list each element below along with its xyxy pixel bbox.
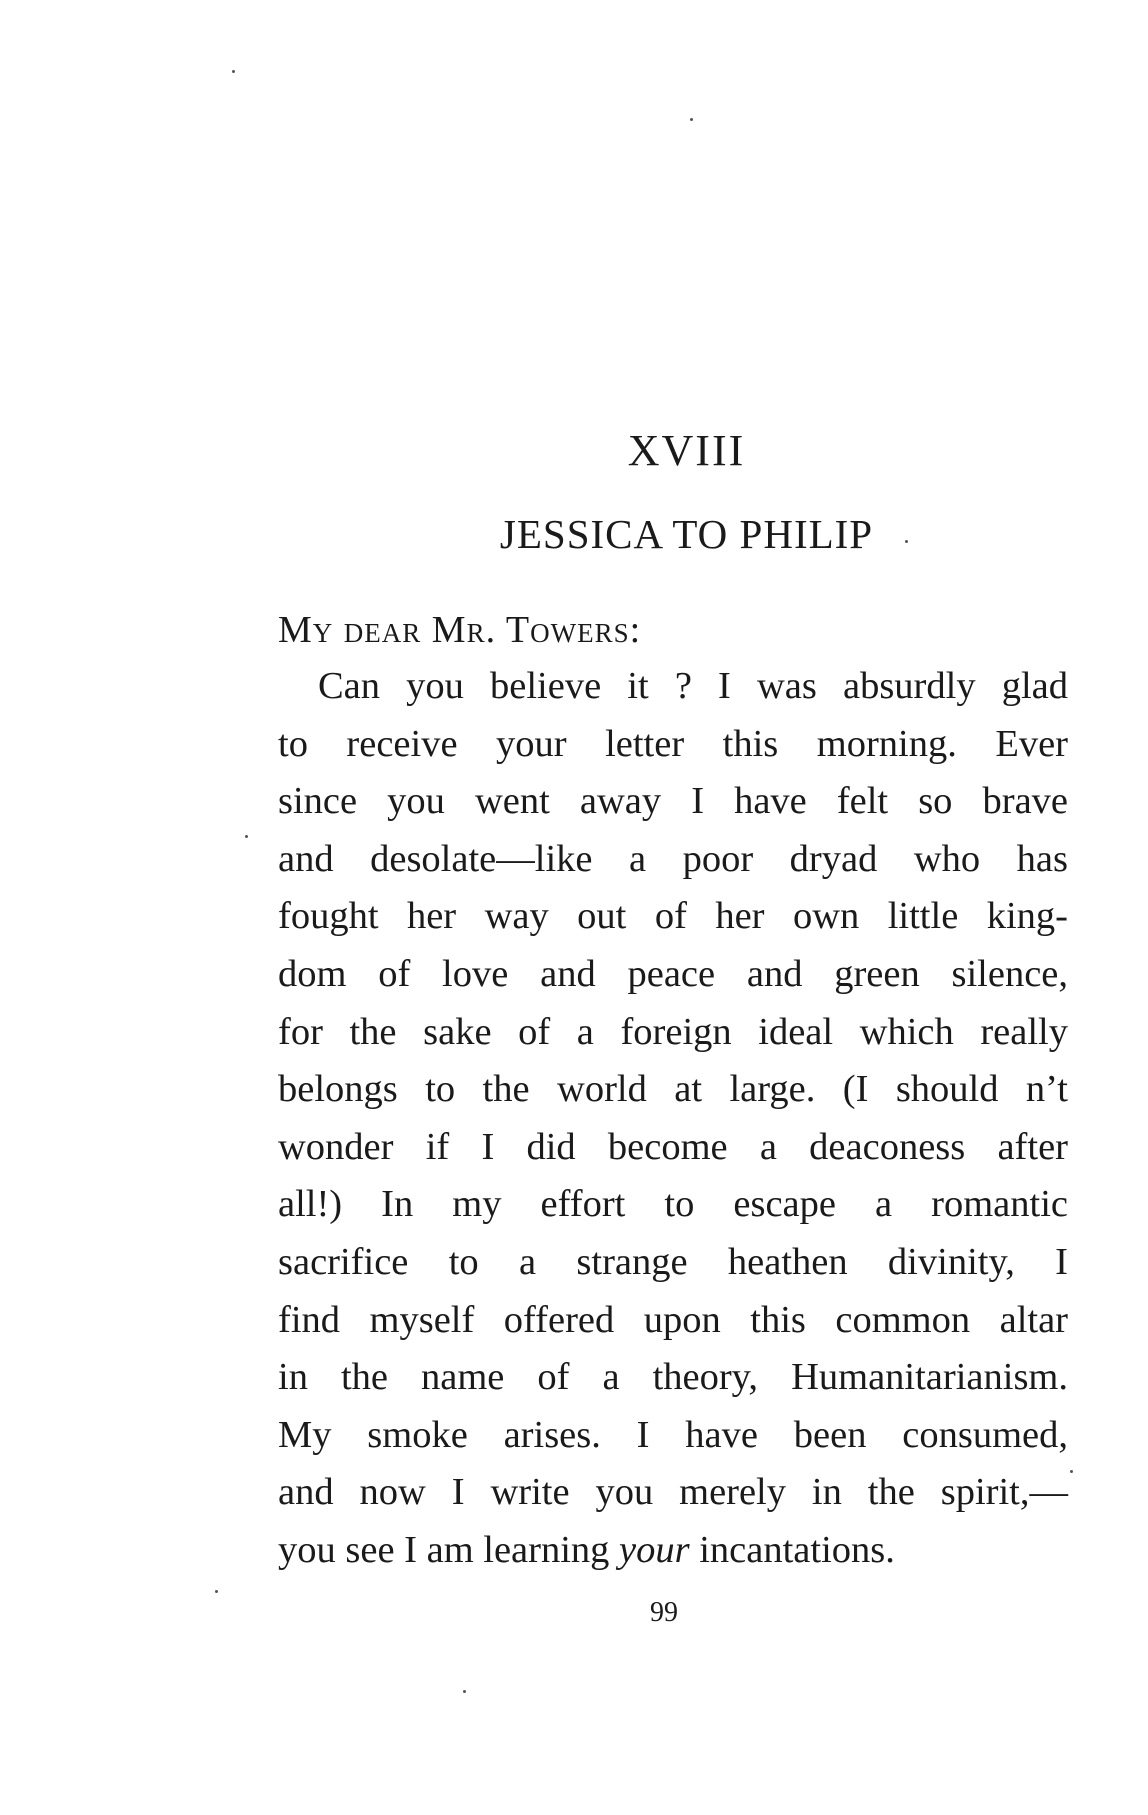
scan-speck — [215, 1590, 218, 1593]
chapter-number: XVIII — [627, 426, 746, 475]
body-line: belongs to the world at large. (I should n’t — [278, 1068, 1068, 1111]
last-line-start: you see I am learning — [278, 1528, 620, 1571]
body-line: dom of love and peace and green silence, — [278, 952, 1068, 995]
scan-speck — [463, 1690, 466, 1693]
body-line: and desolate—like a poor dryad who has — [278, 837, 1068, 880]
page-number: 99 — [650, 1597, 678, 1628]
body-line: all!) In my effort to escape a romantic — [278, 1183, 1068, 1226]
body-line: since you went away I have felt so brave — [278, 780, 1068, 823]
body-line: Can you believe it ? I was absurdly glad — [318, 665, 1068, 707]
body-line: sacrifice to a strange heathen divinity, I — [278, 1240, 1068, 1283]
body-line-last — [278, 1522, 1068, 1580]
body-line: for the sake of a foreign ideal which really — [278, 1010, 1068, 1053]
chapter-title: JESSICA TO PHILIP — [499, 511, 874, 557]
scan-speck — [245, 835, 248, 838]
body-line: and now I write you merely in the spirit,— — [278, 1471, 1068, 1514]
body-line: My smoke arises. I have been consumed, — [278, 1413, 1068, 1456]
emphasis-word: your — [619, 1528, 690, 1571]
scan-speck — [232, 70, 235, 73]
body-line: wonder if I did become a deaconess after — [278, 1125, 1068, 1168]
letter-body — [278, 658, 1068, 1580]
body-line: fought her way out of her own little king- — [278, 895, 1068, 938]
scan-speck — [1070, 1470, 1073, 1473]
body-line: to receive your letter this morning. Ever — [278, 722, 1068, 765]
last-line-end: incantations. — [689, 1528, 895, 1571]
scan-speck — [905, 540, 908, 543]
scan-speck — [690, 118, 693, 121]
letter-salutation: My dear Mr. Towers: — [278, 609, 642, 651]
body-line: in the name of a theory, Humanitarianism. — [278, 1356, 1068, 1399]
body-line: find myself offered upon this common altar — [278, 1298, 1068, 1341]
